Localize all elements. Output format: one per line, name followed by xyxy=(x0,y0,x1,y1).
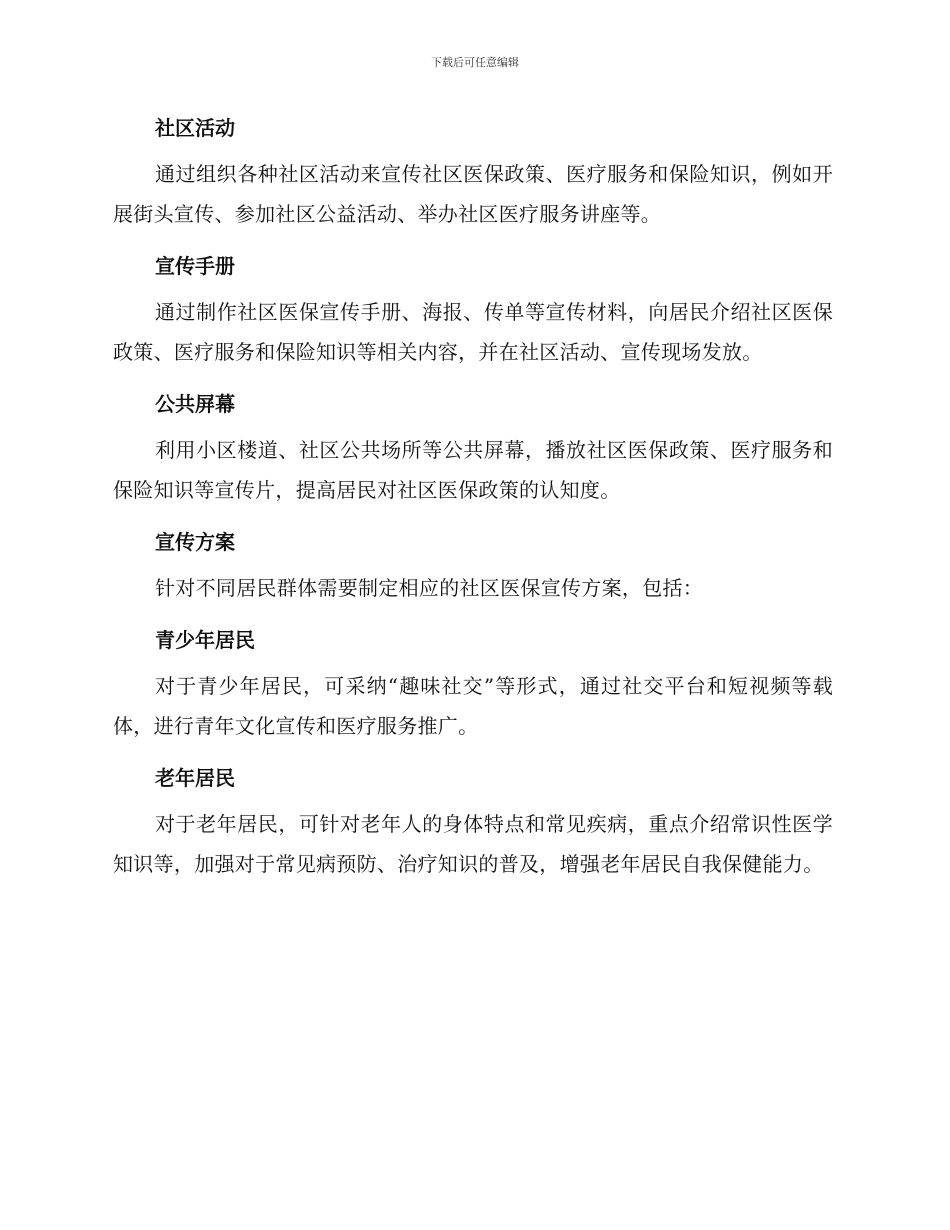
section-paragraph-brochure: 通过制作社区医保宣传手册、海报、传单等宣传材料，向居民介绍社区医保政策、医疗服务和保险知识等相关内容，并在社区活动、宣传现场发放。 xyxy=(113,300,833,364)
section-heading-campaign-plan: 宣传方案 xyxy=(155,530,235,554)
section-paragraph-community-activities: 通过组织各种社区活动来宣传社区医保政策、医疗服务和保险知识，例如开展街头宣传、参加社区公益活动、举办社区医疗服务讲座等。 xyxy=(113,162,833,226)
section-paragraph-campaign-plan: 针对不同居民群体需要制定相应的社区医保宣传方案，包括： xyxy=(155,576,704,600)
section-paragraph-public-screen: 利用小区楼道、社区公共场所等公共屏幕，播放社区医保政策、医疗服务和保险知识等宣传片，提高居民对社区医保政策的认知度。 xyxy=(113,438,833,502)
section-paragraph-youth-residents: 对于青少年居民，可采纳“趣味社交”等形式，通过社交平台和短视频等载体，进行青年文化宣传和医疗服务推广。 xyxy=(113,674,833,738)
section-paragraph-elderly-residents: 对于老年居民，可针对老年人的身体特点和常见疾病，重点介绍常识性医学知识等，加强对于常见病预防、治疗知识的普及，增强老年居民自我保健能力。 xyxy=(113,812,833,876)
document-body xyxy=(113,108,833,896)
section-heading-youth-residents: 青少年居民 xyxy=(155,628,255,652)
header-note: 下载后可任意编辑 xyxy=(431,56,519,69)
section-heading-elderly-residents: 老年居民 xyxy=(155,766,235,790)
section-heading-community-activities: 社区活动 xyxy=(155,116,235,140)
section-heading-brochure: 宣传手册 xyxy=(155,254,235,278)
section-heading-public-screen: 公共屏幕 xyxy=(155,392,235,416)
